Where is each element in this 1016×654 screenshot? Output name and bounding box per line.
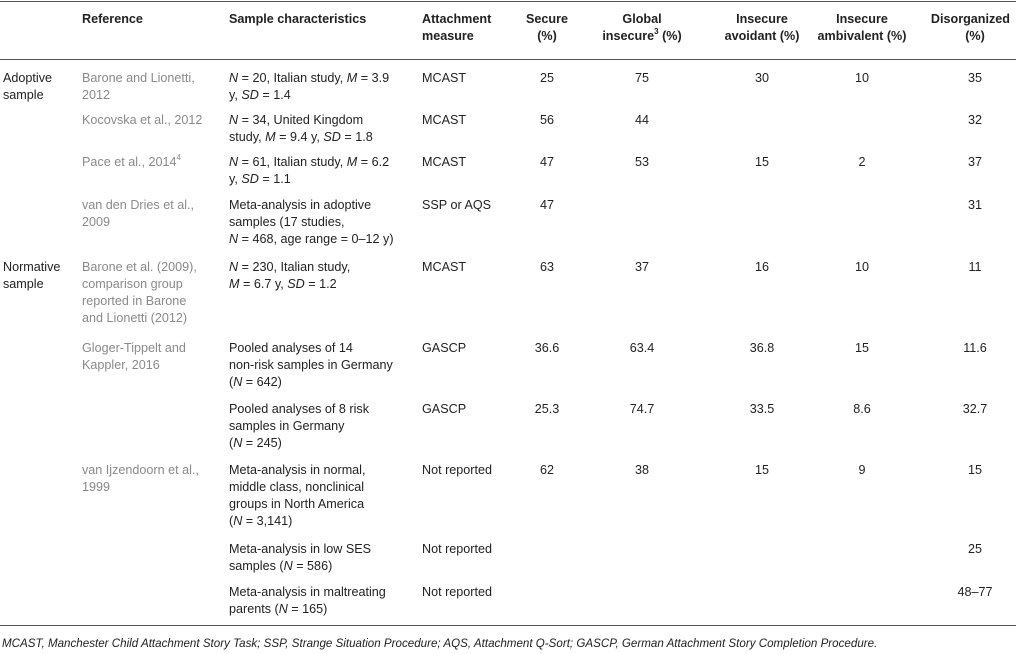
row3-reference: Pace et al., 2014$^4$ — [82, 153, 181, 169]
row4-secure: 47 — [539, 198, 554, 212]
row2-secure: 56 — [539, 113, 554, 127]
row2-measure: MCAST — [422, 113, 467, 127]
row3-avoidant: 15 — [754, 155, 769, 169]
row4-sample: Meta-analysis in adoptive samples (17 studies, N = 468, age range = 0–12 y) — [229, 198, 394, 246]
row6-global: 63.4 — [629, 341, 655, 355]
header-measure-line1: Attachment — [422, 12, 492, 26]
table-bottom-rule — [0, 625, 1016, 626]
row1-measure: MCAST — [422, 71, 467, 85]
row3-secure: 47 — [539, 155, 554, 169]
row10-sample: Meta-analysis in maltreating parents (N = 165) — [229, 585, 386, 616]
table-footnote: MCAST, Manchester Child Attachment Story Task; SSP, Strange Situation Procedure; AQS, Attachment Q-Sort; GASCP, German Attachment Story Completion Procedure. — [2, 637, 878, 650]
row7-ambivalent: 8.6 — [853, 402, 871, 416]
row6-avoidant: 36.8 — [749, 341, 775, 355]
header-secure-line1: Secure — [525, 12, 568, 26]
row6-measure: GASCP — [422, 341, 467, 355]
table-top-rule — [0, 1, 1016, 2]
row8-disorganized: 15 — [967, 463, 982, 477]
row6-secure: 36.6 — [534, 341, 560, 355]
row2-reference: Kocovska et al., 2012 — [82, 113, 203, 127]
row7-measure: GASCP — [422, 402, 467, 416]
header-disorganized-line1: Disorganized — [930, 12, 1010, 26]
group-label-normative: Normative sample — [3, 260, 61, 291]
header-reference: Reference — [82, 12, 143, 26]
row6-disorganized: 11.6 — [963, 341, 987, 355]
row8-global: 38 — [634, 463, 649, 477]
row5-reference: Barone et al. (2009), comparison group reported in Barone and Lionetti (2012) — [82, 260, 197, 325]
row5-avoidant: 16 — [754, 260, 769, 274]
row8-sample: Meta-analysis in normal, middle class, nonclinical groups in North America (N = 3,141) — [229, 463, 366, 528]
row4-measure: SSP or AQS — [422, 198, 492, 212]
row3-ambivalent: 2 — [858, 155, 866, 169]
row9-measure: Not reported — [422, 542, 493, 556]
row8-avoidant: 15 — [754, 463, 769, 477]
row6-ambivalent: 15 — [854, 341, 869, 355]
row3-sample: N = 61, Italian study, M = 6.2 y, SD = 1.1 — [229, 155, 390, 186]
row9-sample: Meta-analysis in low SES samples (N = 586) — [229, 542, 372, 573]
header-disorganized-line2: (%) — [965, 29, 985, 43]
row6-sample: Pooled analyses of 14 non-risk samples in Germany (N = 642) — [229, 341, 393, 389]
row7-avoidant: 33.5 — [749, 402, 775, 416]
row3-global: 53 — [634, 155, 649, 169]
row7-global: 74.7 — [629, 402, 655, 416]
row7-secure: 25.3 — [534, 402, 560, 416]
header-ambivalent-line2: ambivalent (%) — [817, 29, 907, 43]
row5-sample: N = 230, Italian study, M = 6.7 y, SD = 1.2 — [229, 260, 351, 291]
row1-secure: 25 — [539, 71, 554, 85]
row9-disorganized: 25 — [967, 542, 982, 556]
row8-reference: van Ijzendoorn et al., 1999 — [82, 463, 199, 494]
header-measure-line2: measure — [422, 29, 474, 43]
header-sample: Sample characteristics — [229, 12, 367, 26]
row5-disorganized: 11 — [968, 260, 982, 274]
group-label-adoptive: Adoptive sample — [3, 71, 53, 102]
header-ambivalent-line1: Insecure — [836, 12, 888, 26]
row2-disorganized: 32 — [967, 113, 982, 127]
row10-measure: Not reported — [422, 585, 493, 599]
row5-ambivalent: 10 — [854, 260, 869, 274]
row8-ambivalent: 9 — [858, 463, 866, 477]
header-global-line2: insecure$^3$ (%) — [602, 27, 682, 43]
row4-disorganized: 31 — [967, 198, 982, 212]
row3-disorganized: 37 — [967, 155, 982, 169]
row1-global: 75 — [634, 71, 649, 85]
row8-measure: Not reported — [422, 463, 493, 477]
row1-disorganized: 35 — [967, 71, 982, 85]
row7-disorganized: 32.7 — [962, 402, 988, 416]
row5-global: 37 — [634, 260, 649, 274]
header-avoidant-line2: avoidant (%) — [724, 29, 800, 43]
row2-global: 44 — [634, 113, 649, 127]
row1-ambivalent: 10 — [854, 71, 869, 85]
row1-sample: N = 20, Italian study, M = 3.9 y, SD = 1.4 — [229, 71, 390, 102]
header-avoidant-line1: Insecure — [736, 12, 788, 26]
row10-disorganized: 48–77 — [957, 585, 993, 599]
header-bottom-rule — [0, 59, 1016, 60]
row5-measure: MCAST — [422, 260, 467, 274]
row8-secure: 62 — [539, 463, 554, 477]
row5-secure: 63 — [539, 260, 554, 274]
row7-sample: Pooled analyses of 8 risk samples in Germany (N = 245) — [229, 402, 370, 450]
row2-sample: N = 34, United Kingdom study, M = 9.4 y, SD = 1.8 — [229, 113, 373, 144]
row1-reference: Barone and Lionetti, 2012 — [82, 71, 195, 102]
row6-reference: Gloger-Tippelt and Kappler, 2016 — [82, 341, 186, 372]
row3-measure: MCAST — [422, 155, 467, 169]
header-secure-line2: (%) — [537, 29, 557, 43]
header-global-line1: Global — [622, 12, 662, 26]
row4-reference: van den Dries et al., 2009 — [82, 198, 195, 229]
row1-avoidant: 30 — [754, 71, 769, 85]
